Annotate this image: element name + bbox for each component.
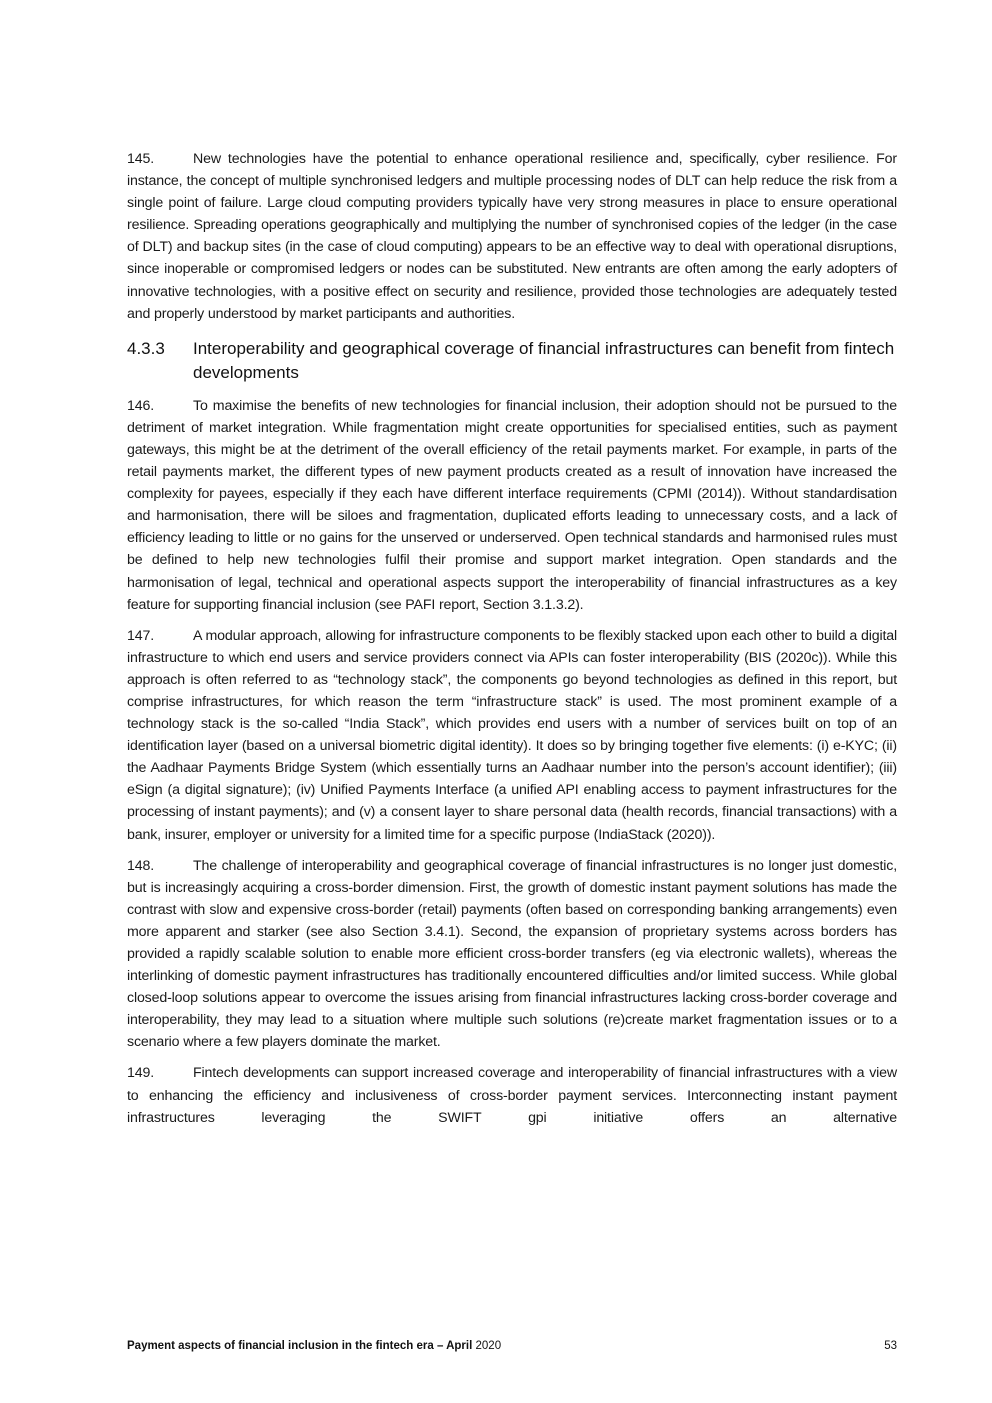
paragraph-text: A modular approach, allowing for infrastructure components to be flexibly stacked upon each other to build a digital infrastructure to which end users and service providers connect via APIs can foster interoperability (BIS (2020c)). While this approach is often referred to as “technology stack”, the components go beyond technologies as defined in this report, but comprise infrastructures, for which reason the term “infrastructure stack” is used. The most prominent example of a technology stack is the so-called “India Stack”, which provides end users with a number of services built on top of an identification layer (based on a universal biometric digital identity). It does so by bringing together five elements: (i) e-KYC; (ii) the Aadhaar Payments Bridge System (which essentially turns an Aadhaar number into the person’s account identifier); (iii) eSign (a digital signature); (iv) Unified Payments Interface (a unified API enabling access to payment infrastructures for the processing of instant payments); and (v) a consent layer to share personal data (health records, financial transactions) with a bank, insurer, employer or university for a limited time for a specific purpose (IndiaStack (2020)).: [127, 627, 897, 843]
page-footer: [127, 1338, 897, 1354]
footer-year: 2020: [475, 1340, 502, 1352]
paragraph-text: To maximise the benefits of new technologies for financial inclusion, their adoption should not be pursued to the detriment of market integration. While fragmentation might create opportunities for specialised entities, such as payment gateways, this might be at the detriment of the overall efficiency of the retail payments market. For example, in parts of the retail payments market, the different types of new payment products created as a result of innovation have increased the complexity for payees, especially if they each have different interface requirements (CPMI (2014)). Without standardisation and harmonisation, there will be siloes and fragmentation, duplicated efforts leading to unnecessary costs, and a lack of efficiency leading to little or no gains for the unserved or underserved. Open technical standards and harmonised rules must be defined to help new technologies fulfil their promise and support market integration. Open standards and the harmonisation of legal, technical and operational aspects support the interoperability of financial infrastructures as a key feature for supporting financial inclusion (see PAFI report, Section 3.1.3.2).: [127, 397, 897, 613]
paragraph-148: [127, 855, 897, 1054]
paragraph-number: 147.: [127, 627, 155, 644]
paragraph-147: [127, 625, 897, 846]
section-number: 4.3.3: [127, 338, 165, 358]
document-page: [127, 148, 897, 1138]
paragraph-number: 145.: [127, 151, 155, 167]
paragraph-text: New technologies have the potential to enhance operational resilience and, specifically, cyber resilience. For instance, the concept of multiple synchronised ledgers and multiple processing nodes of DLT can help reduce the risk from a single point of failure. Large cloud computing providers typically have very strong measures in place to ensure operational resilience. Spreading operations geographically and multiplying the number of synchronised copies of the ledger (in the case of DLT) and backup sites (in the case of cloud computing) appears to be an effective way to deal with operational disruptions, since inoperable or compromised ledgers or nodes can be substituted. New entrants are often among the early adopters of innovative technologies, with a positive effect on security and resilience, provided those technologies are adequately tested and properly understood by market participants and authorities.: [127, 151, 897, 322]
footer-title: [127, 1338, 501, 1354]
page-number: 53: [884, 1340, 897, 1352]
paragraph-text: The challenge of interoperability and geographical coverage of financial infrastructures is no longer just domestic, but is increasingly acquiring a cross-border dimension. First, the growth of domestic instant payment solutions has made the contrast with slow and expensive cross-border (retail) payments (often based on corresponding banking arrangements) even more apparent and starker (see also Section 3.4.1). Second, the expansion of proprietary systems across borders has provided a rapidly scalable solution to enable more efficient cross-border transfers (eg via electronic wallets), whereas the interlinking of domestic payment infrastructures has traditionally encountered difficulties and/or limited success. While global closed-loop solutions appear to overcome the issues arising from financial infrastructures lacking cross-border coverage and interoperability, they may lead to a situation where multiple such solutions (re)create market fragmentation issues or to a scenario where a few players dominate the market.: [127, 857, 897, 1051]
paragraph-number: 146.: [127, 397, 155, 414]
paragraph-146: [127, 395, 897, 616]
paragraph-149: [127, 1062, 897, 1128]
section-title: Interoperability and geographical coverage of financial infrastructures can benefit from fintech developments: [193, 338, 895, 382]
paragraph-text: Fintech developments can support increased coverage and interoperability of financial infrastructures with a view to enhancing the efficiency and inclusiveness of cross-border payment services. Interconnecting instant payment infrastructures leveraging the SWIFT gpi initiative offers an alternative: [127, 1065, 897, 1126]
section-heading: [127, 337, 897, 385]
paragraph-number: 149.: [127, 1065, 155, 1082]
footer-report-title: Payment aspects of financial inclusion in the fintech era – April: [127, 1340, 473, 1352]
paragraph-145: [127, 148, 897, 325]
paragraph-number: 148.: [127, 857, 155, 874]
